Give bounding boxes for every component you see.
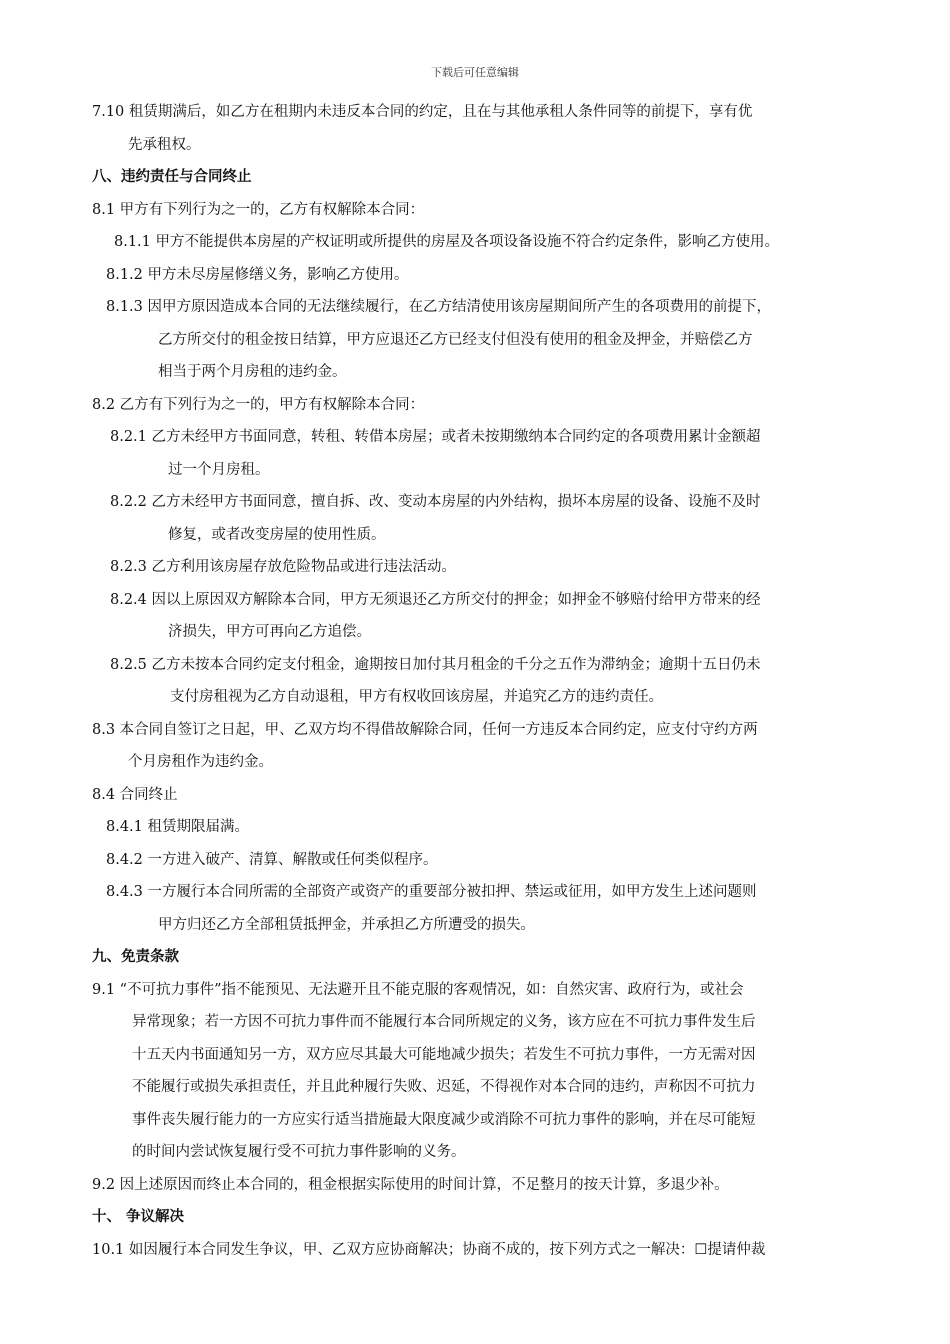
contract-line: 十五天内书面通知另一方，双方应尽其最大可能地减少损失；若发生不可抗力事件，一方无需对因: [132, 1046, 756, 1063]
section-heading: 八、违约责任与合同终止: [92, 168, 252, 185]
section-heading: 十、 争议解决: [92, 1208, 185, 1225]
contract-line: 先承租权。: [128, 136, 201, 153]
contract-line: 乙方所交付的租金按日结算，甲方应退还乙方已经支付但没有使用的租金及押金，并赔偿乙方: [158, 331, 753, 348]
contract-line: 9.2 因上述原因而终止本合同的，租金根据实际使用的时间计算，不足整月的按天计算，多退少补。: [92, 1176, 729, 1193]
contract-line: 济损失，甲方可再向乙方追偿。: [168, 624, 371, 640]
contract-line: 个月房租作为违约金。: [128, 754, 273, 770]
contract-line: 8.2.4 因以上原因双方解除本合同，甲方无须退还乙方所交付的押金；如押金不够赔付给甲方带来的经: [110, 591, 761, 608]
contract-line: 8.3 本合同自签订之日起，甲、乙双方均不得借故解除合同，任何一方违反本合同约定，应支付守约方两: [92, 721, 758, 738]
contract-line: 8.4.2 一方进入破产、清算、解散或任何类似程序。: [106, 851, 438, 868]
contract-line: 的时间内尝试恢复履行受不可抗力事件影响的义务。: [132, 1144, 466, 1160]
contract-line: 8.1 甲方有下列行为之一的，乙方有权解除本合同：: [92, 201, 425, 218]
contract-line: 甲方归还乙方全部租赁抵押金，并承担乙方所遭受的损失。: [158, 916, 535, 933]
contract-line: 8.2.5 乙方未按本合同约定支付租金，逾期按日加付其月租金的千分之五作为滞纳金；逾期十五日仍未: [110, 656, 761, 673]
contract-line: 8.2 乙方有下列行为之一的，甲方有权解除本合同：: [92, 396, 425, 413]
contract-line: 8.1.3 因甲方原因造成本合同的无法继续履行，在乙方结清使用该房屋期间所产生的各项费用的前提下，: [106, 299, 771, 315]
contract-line: 8.2.2 乙方未经甲方书面同意，擅自拆、改、变动本房屋的内外结构，损坏本房屋的设备、设施不及时: [110, 494, 761, 510]
contract-line: 10.1 如因履行本合同发生争议，甲、乙双方应协商解决；协商不成的，按下列方式之一解决：☐提请仲裁: [92, 1241, 766, 1258]
contract-line: 8.4.3 一方履行本合同所需的全部资产或资产的重要部分被扣押、禁运或征用，如甲方发生上述问题则: [106, 884, 757, 900]
contract-line: 8.4 合同终止: [92, 786, 178, 803]
contract-line: 7.10 租赁期满后，如乙方在租期内未违反本合同的约定，且在与其他承租人条件同等的前提下，享有优: [92, 104, 753, 120]
contract-line: 8.1.1 甲方不能提供本房屋的产权证明或所提供的房屋及各项设备设施不符合约定条件，影响乙方使用。: [114, 234, 779, 250]
contract-line: 修复，或者改变房屋的使用性质。: [168, 526, 386, 543]
contract-body: [92, 96, 867, 1266]
contract-line: 8.4.1 租赁期限届满。: [106, 819, 250, 835]
contract-line: 相当于两个月房租的违约金。: [158, 364, 347, 380]
section-heading: 九、免责条款: [92, 948, 179, 965]
page-header-note: 下载后可任意编辑: [431, 66, 519, 79]
contract-line: 8.2.3 乙方利用该房屋存放危险物品或进行违法活动。: [110, 559, 457, 575]
contract-line: 过一个月房租。: [168, 461, 270, 478]
contract-line: 不能履行或损失承担责任，并且此种履行失败、迟延，不得视作对本合同的违约，声称因不可抗力: [132, 1079, 756, 1095]
contract-line: 8.2.1 乙方未经甲方书面同意，转租、转借本房屋；或者未按期缴纳本合同约定的各项费用累计金额超: [110, 429, 761, 445]
contract-line: 事件丧失履行能力的一方应实行适当措施最大限度减少或消除不可抗力事件的影响，并在尽可能短: [132, 1111, 756, 1128]
contract-line: 异常现象；若一方因不可抗力事件而不能履行本合同所规定的义务，该方应在不可抗力事件发生后: [132, 1014, 756, 1030]
contract-line: 8.1.2 甲方未尽房屋修缮义务，影响乙方使用。: [106, 266, 409, 283]
contract-line: 9.1 “不可抗力事件”指不能预见、无法避开且不能克服的客观情况，如：自然灾害、政府行为，或社会: [92, 981, 744, 998]
contract-line: 支付房租视为乙方自动退租，甲方有权收回该房屋，并追究乙方的违约责任。: [170, 689, 663, 705]
